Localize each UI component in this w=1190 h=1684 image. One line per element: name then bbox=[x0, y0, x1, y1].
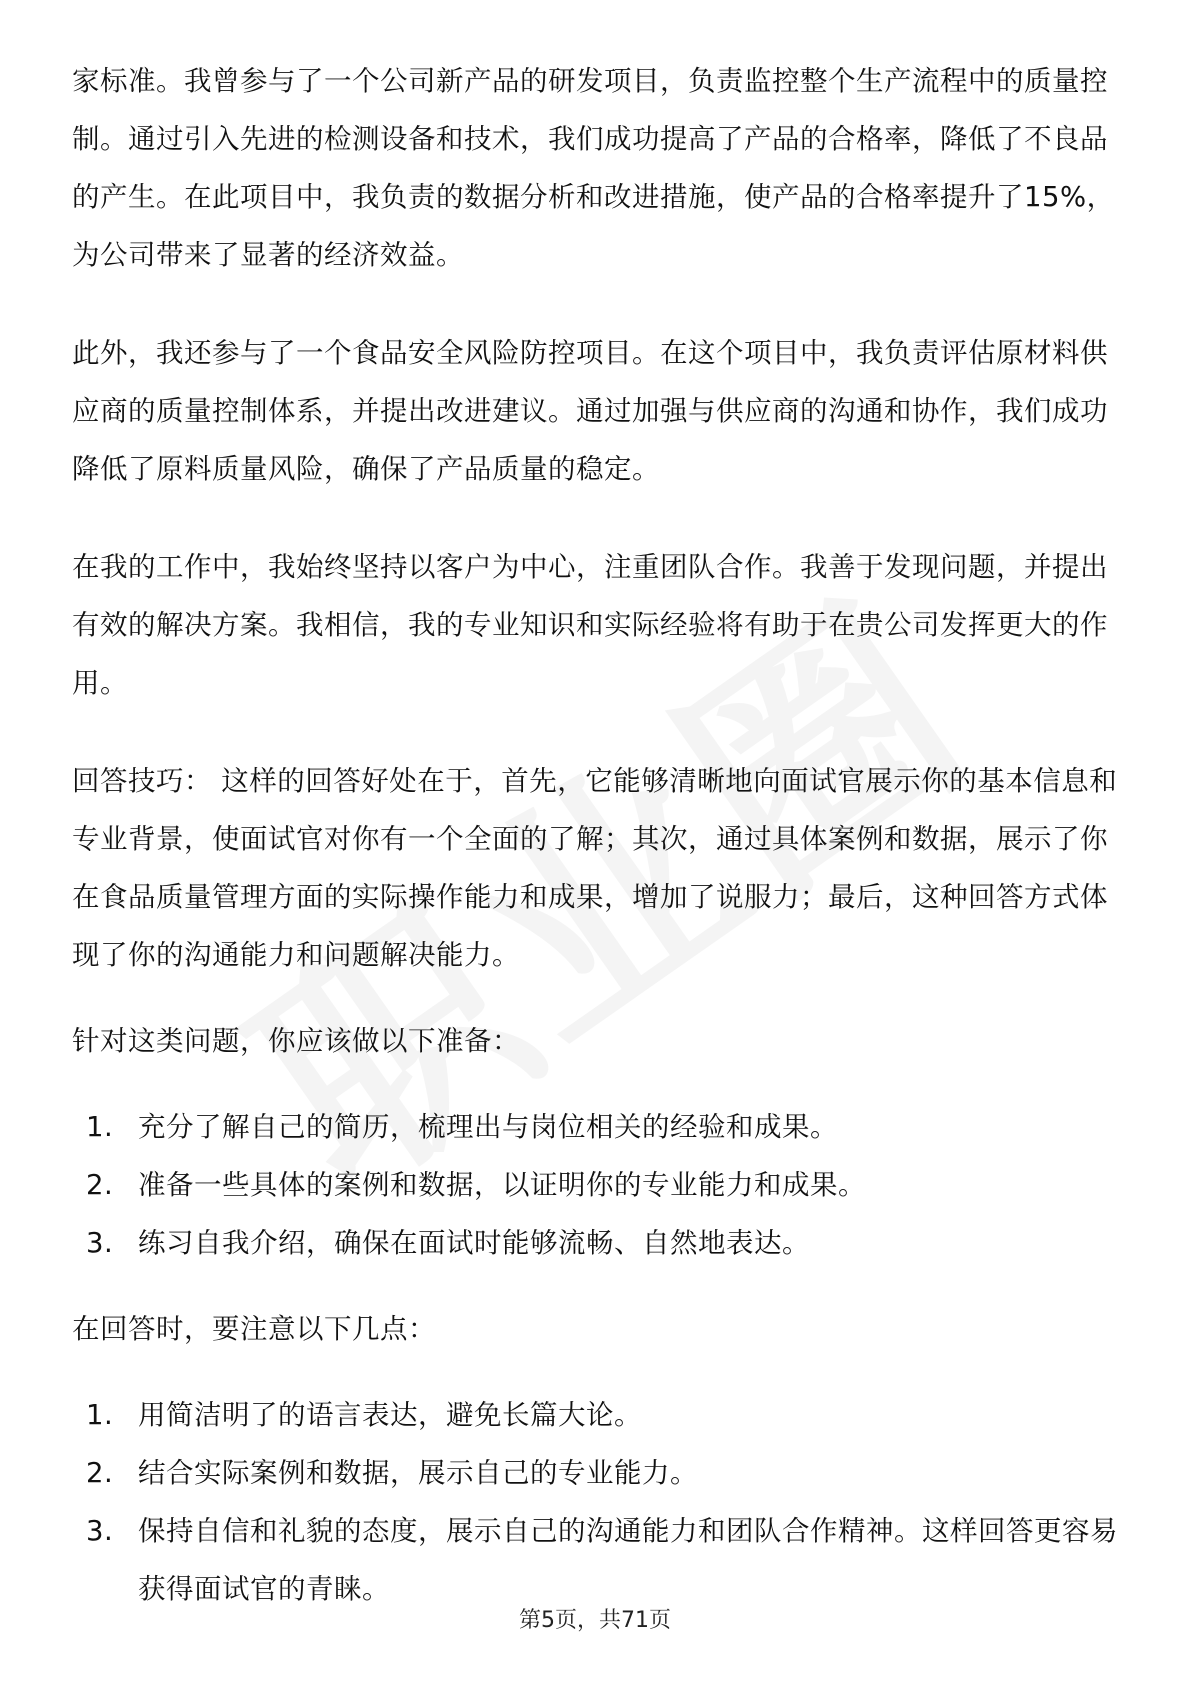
list-item bbox=[72, 1156, 1120, 1214]
list-item bbox=[72, 1214, 1120, 1272]
preparation-list bbox=[72, 1098, 1120, 1272]
paragraph-attention-heading: 在回答时，要注意以下几点： bbox=[72, 1313, 436, 1345]
paragraph-project-experience: 家标准。我曾参与了一个公司新产品的研发项目，负责监控整个生产流程中的质量控制。通过引入先进的检测设备和技术，我们成功提高了产品的合格率，降低了不良品的产生。在此项目中，我负责的数据分析和改进措施，使产品的合格率提升了15%，为公司带来了显著的经济效益。 bbox=[72, 65, 1115, 271]
list-item-text: 保持自信和礼貌的态度，展示自己的沟通能力和团队合作精神。这样回答更容易获得面试官的青睐。 bbox=[138, 1515, 1118, 1605]
list-item bbox=[72, 1098, 1120, 1156]
list-item-number: 2. bbox=[86, 1457, 114, 1489]
paragraph-food-safety-project: 此外，我还参与了一个食品安全风险防控项目。在这个项目中，我负责评估原材料供应商的质量控制体系，并提出改进建议。通过加强与供应商的沟通和协作，我们成功降低了原料质量风险，确保了产品质量的稳定。 bbox=[72, 337, 1108, 485]
paragraph-answer-tips: 回答技巧： 这样的回答好处在于，首先，它能够清晰地向面试官展示你的基本信息和专业背景，使面试官对你有一个全面的了解；其次，通过具体案例和数据，展示了你在食品质量管理方面的实际操作能力和成果，增加了说服力；最后，这种回答方式体现了你的沟通能力和问题解决能力。 bbox=[72, 765, 1118, 971]
list-item-number: 3. bbox=[86, 1227, 114, 1259]
document-body bbox=[72, 52, 1120, 1618]
list-item-number: 2. bbox=[86, 1169, 114, 1201]
paragraph-work-attitude: 在我的工作中，我始终坚持以客户为中心，注重团队合作。我善于发现问题，并提出有效的解决方案。我相信，我的专业知识和实际经验将有助于在贵公司发挥更大的作用。 bbox=[72, 551, 1108, 699]
page-number-footer: 第5页，共71页 bbox=[519, 1608, 671, 1633]
list-item-number: 1. bbox=[86, 1399, 114, 1431]
list-item bbox=[72, 1386, 1120, 1444]
list-item bbox=[72, 1444, 1120, 1502]
list-item-number: 3. bbox=[86, 1515, 114, 1547]
paragraph-preparation-heading: 针对这类问题，你应该做以下准备： bbox=[72, 1025, 520, 1057]
list-item-number: 1. bbox=[86, 1111, 114, 1143]
list-item bbox=[72, 1502, 1120, 1618]
list-item-text: 练习自我介绍，确保在面试时能够流畅、自然地表达。 bbox=[138, 1227, 810, 1259]
list-item-text: 充分了解自己的简历，梳理出与岗位相关的经验和成果。 bbox=[138, 1111, 838, 1143]
list-item-text: 用简洁明了的语言表达，避免长篇大论。 bbox=[138, 1399, 642, 1431]
attention-list bbox=[72, 1386, 1120, 1618]
list-item-text: 结合实际案例和数据，展示自己的专业能力。 bbox=[138, 1457, 698, 1489]
list-item-text: 准备一些具体的案例和数据，以证明你的专业能力和成果。 bbox=[138, 1169, 866, 1201]
